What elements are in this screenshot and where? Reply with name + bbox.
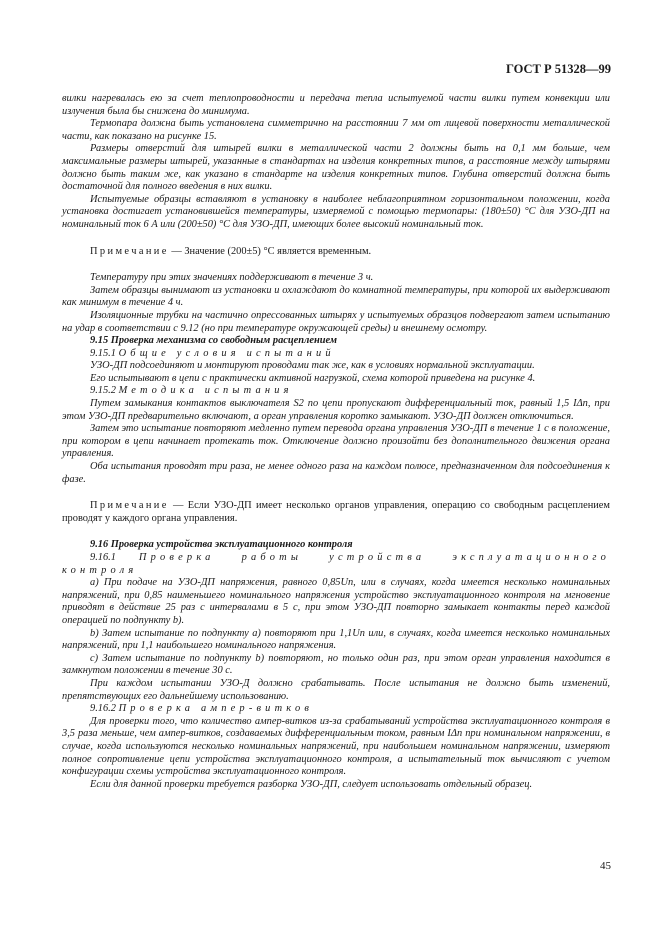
paragraph: с) Затем испытание по подпункту b) повторяют, но только один раз, при этом орган управления находится в замкнутом положении в течение 30 с. — [62, 652, 610, 677]
paragraph: Размеры отверстий для штырей вилки в металлической части 2 должны быть на 0,1 мм больше, чем максимальные размеры штырей, указанные в стандартах на изделия конкретных типов, а расстояние между штырями должно быть таким же, как указано в стандарте на изделия конкретных типов. Глубина отверстий должна быть достаточной для полного введения в них вилки. — [62, 143, 610, 193]
paragraph: а) При подаче на УЗО-ДП напряжения, равного 0,85Un, или в случаях, когда имеется несколько номинальных напряжений, при 0,85 наименьшего номинального напряжения устройство эксплуатационного контроля на мгновение приводят в действие 25 раз с интервалами в 5 с, при этом УЗО-ДП повторно замыкает контакты перед каждой операцией по подпункту b). — [62, 577, 610, 626]
subsection-title: Общие условия испытаний — [118, 347, 335, 359]
paragraph: УЗО-ДП подсоединяют и монтируют проводами так же, как в условиях нормальной эксплуатации. — [90, 360, 535, 372]
paragraph: Затем это испытание повторяют медленно путем перевода органа управления УЗО-ДП в течение 1 с в положение, при котором в цепи начинает протекать ток. Отключение должно произойти без дополнительного движения органа управления. — [62, 423, 610, 460]
subsection-number: 9.15.1 — [90, 347, 119, 359]
paragraph: Температуру при этих значениях поддерживают в течение 3 ч. — [90, 272, 374, 284]
section-heading: 9.15 Проверка механизма со свободным расцеплением — [90, 335, 338, 347]
paragraph: Его испытывают в цепи с практически активной нагрузкой, схема которой приведена на рисунке 4. — [90, 372, 536, 384]
subsection-number: 9.15.2 — [90, 385, 119, 397]
section-heading: 9.16 Проверка устройства эксплуатационного контроля — [90, 539, 353, 551]
note-label: Примечание — [90, 245, 169, 257]
paragraph: Путем замыкания контактов выключателя S2 по цепи пропускают дифференциальный ток, равный 1,5 IΔn, при этом УЗО-ДП предварительно включают, а орган управления коротко замыкают. УЗО-ДП должен отключиться. — [62, 398, 610, 422]
page-number: 45 — [600, 860, 611, 872]
paragraph: При каждом испытании УЗО-Д должно срабатывать. После испытания не должно быть изменений, препятствующих его дальнейшему использованию. — [62, 677, 610, 702]
subsection-heading — [62, 348, 610, 361]
document-body — [62, 93, 610, 791]
paragraph: Испытуемые образцы вставляют в установку в наиболее неблагоприятном горизонтальном положении, когда установка достигает установившейся температуры, измеряемой с помощью термопары: (180±50) °C для УЗО-ДП на номинальный ток 6 А или (200±50) °C для УЗО-ДП, имеющих более высокий номинальный ток. — [62, 193, 610, 230]
subsection-heading — [62, 552, 610, 577]
subsection-title: Проверка ампер-витков — [118, 703, 314, 715]
subsection-title: Проверка работы устройства эксплуатационного контроля — [62, 552, 610, 576]
note-text: — Значение (200±5) °C является временным. — [168, 245, 372, 257]
note-label: Примечание — [90, 500, 169, 512]
standard-header: ГОСТ Р 51328—99 — [505, 62, 611, 76]
paragraph: b) Затем испытание по подпункту а) повторяют при 1,1Un или, в случаях, когда имеется несколько номинальных напряжений, при 1,1 наибольшего номинального напряжения. — [62, 627, 610, 652]
note-text: — Если УЗО-ДП имеет несколько органов управления, операцию со свободным расцеплением проводят у каждого органа управления. — [62, 500, 610, 524]
note — [62, 246, 610, 259]
paragraph: Изоляционные трубки на частично опрессованных штырях у испытуемых образцов подвергают затем испытанию на удар в соответствии с 9.12 (но при температуре окружающей среды) и внешнему осмотру. — [62, 309, 610, 334]
subsection-heading — [62, 703, 610, 716]
paragraph: Затем образцы вынимают из установки и охлаждают до комнатной температуры, при которой их выдерживают как минимум в течение 4 ч. — [62, 284, 610, 309]
paragraph: Если для данной проверки требуется разборка УЗО-ДП, следует использовать отдельный образец. — [90, 778, 533, 790]
subsection-number: 9.16.1 — [90, 552, 139, 563]
note — [62, 500, 610, 525]
paragraph: вилки нагревалась ею за счет теплопроводности и передача тепла испытуемой части вилки путем конвекции или излучения была бы снижена до минимума. — [62, 93, 610, 117]
paragraph: Оба испытания проводят три раза, не менее одного раза на каждом полюсе, предназначенном для подсоединения к фазе. — [62, 461, 610, 485]
subsection-title: Методика испытания — [118, 385, 293, 397]
subsection-heading — [62, 385, 610, 398]
paragraph: Для проверки того, что количество ампер-витков из-за срабатываний устройства эксплуатационного контроля в 3,5 раза меньше, чем ампер-витков, создаваемых дифференциальным током, равным IΔn при номинальном напряжении, в случае, когда используются несколько номинальных напряжений, при наибольшем номинальном напряжении, измеряют полное сопротивление цепи устройства эксплуатационного контроля, а испытательный ток вычисляют с учетом конфигурации схемы устройства эксплуатационного контроля. — [62, 715, 610, 778]
subsection-number: 9.16.2 — [90, 703, 119, 715]
paragraph: Термопара должна быть установлена симметрично на расстоянии 7 мм от лицевой поверхности металлической части, как показано на рисунке 15. — [62, 118, 610, 142]
